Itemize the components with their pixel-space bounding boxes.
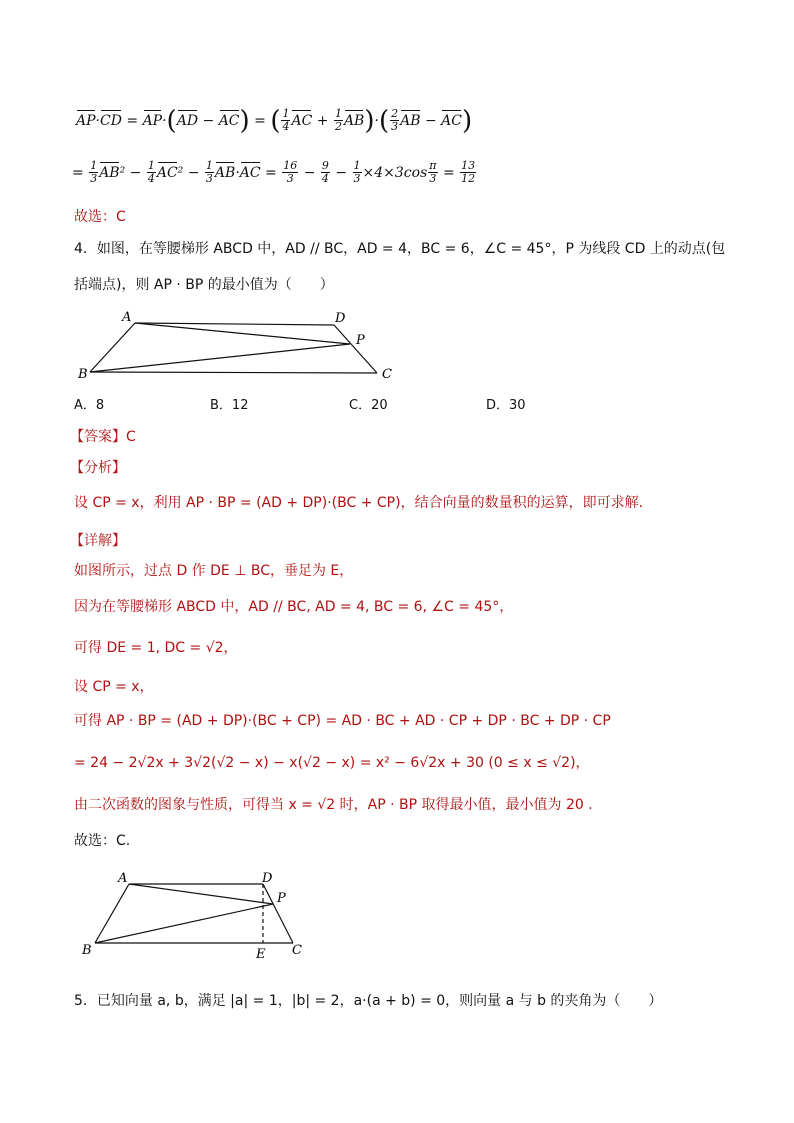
detail-line-2: 因为在等腰梯形 ABCD 中，AD // BC, AD = 4, BC = 6, ∠C = 45°， — [74, 599, 514, 615]
option-c: C．20 — [349, 398, 388, 413]
fig1-label-c: C — [382, 367, 392, 382]
fig2-label-b: B — [82, 943, 92, 958]
detail-line-4: 设 CP = x， — [74, 679, 154, 695]
fig1-label-a: A — [122, 310, 132, 325]
detail-line-1: 如图所示，过点 D 作 DE ⊥ BC，垂足为 E， — [74, 563, 354, 579]
prev-line1: AP·CD = AP·(AD − AC) = ( $\frac{1}{4}$ AC + $\frac{1}{2}$ AB)·( $\frac{2}{3}$ AB − AC) — [76, 105, 473, 136]
fig2-label-a: A — [118, 871, 128, 886]
q5-stem: 5．已知向量 a, b，满足 |a| = 1，|b| = 2，a·(a + b) = 0，则向量 a 与 b 的夹角为（ ） — [74, 993, 663, 1009]
analysis-text: 设 CP = x，利用 AP · BP = (AD + DP)·(BC + CP)，结合向量的数量积的运算，即可求解. — [74, 495, 644, 511]
option-a: A．8 — [74, 398, 105, 413]
fig1-label-b: B — [78, 367, 88, 382]
fig2-label-p: P — [277, 891, 286, 906]
fig2-label-d: D — [262, 871, 273, 886]
fig2-label-c: C — [292, 943, 302, 958]
detail-line-7: 由二次函数的图象与性质，可得当 x = √2 时，AP · BP 取得最小值，最小值为 20 . — [74, 797, 593, 813]
prev-line2: = $\frac{1}{3}$ AB² − $\frac{1}{4}$ AC² − $\frac{1}{3}$ AB·AC = $\frac{16}{3}$ − $\frac{9}{4}$ − $\frac{1}{3}$ ×4×3cos $\frac{\pi}{3}$ = $\frac{13}{12}$ — [72, 159, 476, 185]
option-b: B．12 — [210, 398, 249, 413]
option-d: D．30 — [486, 398, 526, 413]
detail-line-5: 可得 AP · BP = (AD + DP)·(BC + CP) = AD · BC + AD · CP + DP · BC + DP · CP — [74, 713, 611, 729]
detail-line-3: 可得 DE = 1, DC = √2， — [74, 640, 238, 656]
prev-answer: 故选：C — [74, 209, 126, 225]
q4-stem-line1: 4．如图，在等腰梯形 ABCD 中，AD // BC，AD = 4，BC = 6，∠C = 45°，P 为线段 CD 上的动点(包 — [74, 241, 726, 257]
detail-line-6: = 24 − 2√2x + 3√2(√2 − x) − x(√2 − x) = x² − 6√2x + 30 (0 ≤ x ≤ √2)， — [74, 755, 590, 771]
fig1-label-d: D — [335, 311, 346, 326]
fig1-label-p: P — [356, 333, 365, 348]
analysis-tag: 【分析】 — [70, 460, 126, 476]
fig2-label-e: E — [256, 947, 266, 962]
final-answer: 故选：C. — [74, 833, 131, 849]
q4-stem-line2: 括端点)，则 AP · BP 的最小值为（ ） — [74, 277, 334, 293]
detail-tag: 【详解】 — [70, 533, 126, 549]
answer-tag: 【答案】C — [70, 429, 136, 445]
